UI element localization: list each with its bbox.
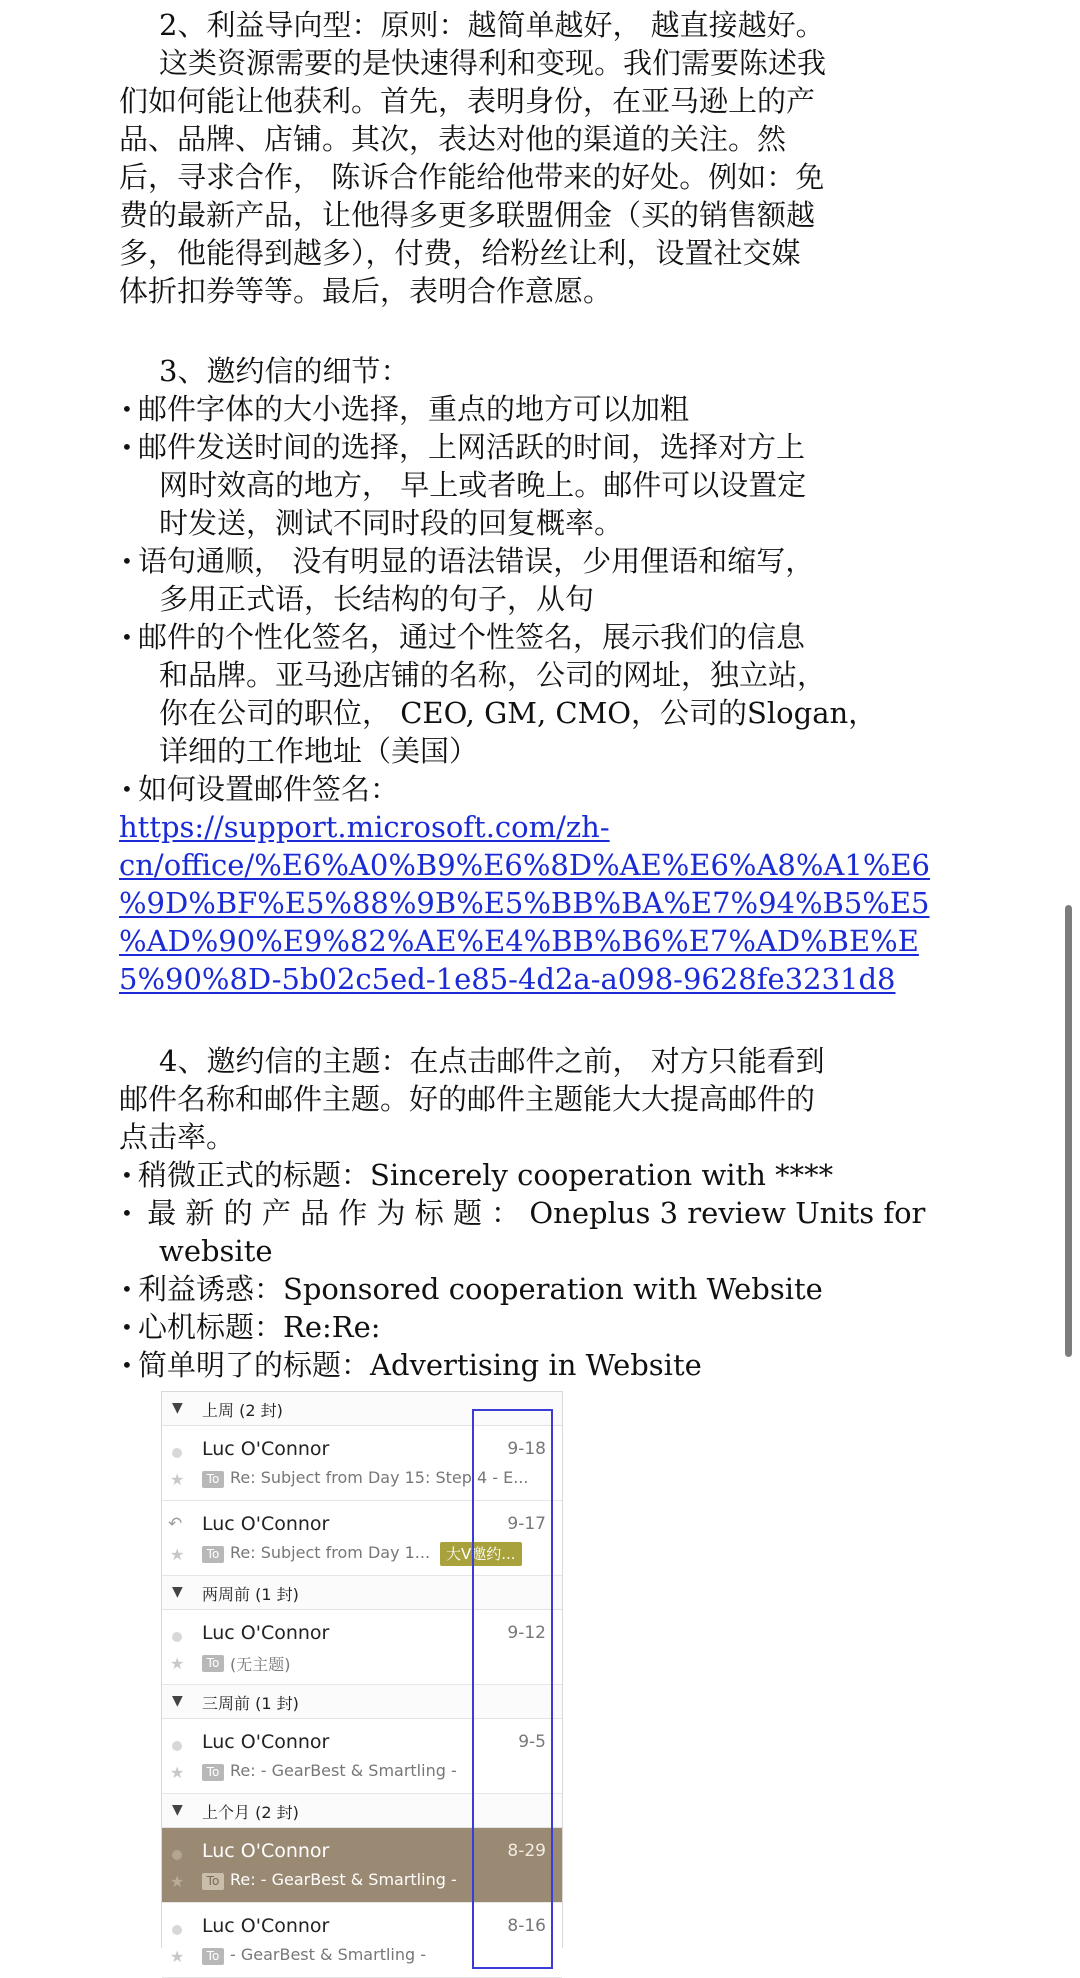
mail-date: 9-5: [518, 1732, 546, 1752]
bullet-icon: •: [121, 1353, 133, 1377]
mail-subject: - GearBest & Smartling -: [230, 1945, 427, 1964]
paragraph-line: 这类资源需要的是快速得利和变现。我们需要陈述我: [159, 46, 827, 80]
to-badge: To: [202, 1471, 224, 1488]
bullet-continuation: 和品牌。亚马逊店铺的名称，公司的网址，独立站，: [159, 658, 827, 692]
mail-subject: Re: Subject from Day 15: Step 4 - E...: [230, 1468, 529, 1487]
group-label: 上周 (2 封): [202, 1401, 283, 1420]
unread-dot-icon: [172, 1632, 182, 1642]
bullet-continuation: 多用正式语，长结构的句子，从句: [159, 582, 595, 616]
paragraph-line: 们如何能让他获利。首先，表明身份，在亚马逊上的产: [119, 84, 816, 118]
to-badge: To: [202, 1948, 224, 1965]
unread-dot-icon: [172, 1850, 182, 1860]
signature-help-link[interactable]: %9D%BF%E5%88%9B%E5%BB%BA%E7%94%B5%E5: [119, 886, 930, 920]
bullet-continuation: 你在公司的职位， CEO, GM, CMO，公司的Slogan，: [159, 696, 878, 730]
bullet-icon: •: [121, 549, 133, 573]
bullet-item: 最 新 的 产 品 作 为 标 题 ： Oneplus 3 review Units for: [138, 1196, 926, 1230]
mail-subject: (无主题): [230, 1655, 291, 1674]
reply-icon: ↶: [168, 1514, 183, 1534]
section-2-heading: 2、利益导向型：原则：越简单越好， 越直接越好。: [159, 8, 825, 42]
bullet-item: 邮件字体的大小选择，重点的地方可以加粗: [138, 392, 690, 426]
paragraph-line: 多，他能得到越多），付费，给粉丝让利，设置社交媒: [119, 236, 801, 270]
bullet-icon: •: [121, 435, 133, 459]
bullet-icon: •: [121, 397, 133, 421]
collapse-triangle-icon: ▼: [172, 1584, 183, 1600]
mail-sender: Luc O'Connor: [202, 1438, 330, 1460]
section-3-heading: 3、邀约信的细节：: [159, 354, 410, 388]
unread-dot-icon: [172, 1448, 182, 1458]
mail-sender: Luc O'Connor: [202, 1513, 330, 1535]
mail-date: 9-17: [507, 1514, 546, 1534]
bullet-item: 邮件发送时间的选择，上网活跃的时间，选择对方上: [138, 430, 806, 464]
mail-subject: Re: - GearBest & Smartling -: [230, 1761, 457, 1780]
collapse-triangle-icon: ▼: [172, 1802, 183, 1818]
paragraph-line: 体折扣券等等。最后，表明合作意愿。: [119, 274, 613, 308]
unread-dot-icon: [172, 1925, 182, 1935]
bullet-continuation: 时发送，测试不同时段的回复概率。: [159, 506, 624, 540]
star-icon[interactable]: ★: [170, 1470, 185, 1489]
mail-date: 8-16: [507, 1916, 546, 1936]
signature-help-link[interactable]: %AD%90%E9%82%AE%E4%BB%B6%E7%AD%BE%E: [119, 924, 919, 958]
star-icon[interactable]: ★: [170, 1654, 185, 1673]
bullet-icon: •: [121, 625, 133, 649]
to-badge: To: [202, 1764, 224, 1781]
bullet-icon: •: [121, 1315, 133, 1339]
paragraph-line: 邮件名称和邮件主题。好的邮件主题能大大提高邮件的: [119, 1082, 816, 1116]
mail-subject: Re: Subject from Day 1...: [230, 1543, 431, 1562]
star-icon[interactable]: ★: [170, 1763, 185, 1782]
paragraph-line: 点击率。: [119, 1120, 236, 1154]
paragraph-line: 费的最新产品，让他得多更多联盟佣金（买的销售额越: [119, 198, 816, 232]
paragraph-line: 品、品牌、店铺。其次，表达对他的渠道的关注。然: [119, 122, 787, 156]
collapse-triangle-icon: ▼: [172, 1693, 183, 1709]
bullet-icon: •: [121, 1201, 133, 1225]
bullet-icon: •: [121, 1277, 133, 1301]
bullet-item: 邮件的个性化签名，通过个性签名，展示我们的信息: [138, 620, 806, 654]
collapse-triangle-icon: ▼: [172, 1400, 183, 1416]
group-label: 三周前 (1 封): [202, 1694, 299, 1713]
mail-sender: Luc O'Connor: [202, 1731, 330, 1753]
star-icon[interactable]: ★: [170, 1947, 185, 1966]
to-badge: To: [202, 1655, 224, 1672]
bullet-item: 如何设置邮件签名：: [138, 772, 400, 806]
mail-date: 9-18: [507, 1439, 546, 1459]
bullet-continuation: website: [159, 1234, 273, 1268]
bullet-item: 利益诱惑：Sponsored cooperation with Website: [138, 1272, 823, 1306]
bullet-icon: •: [121, 777, 133, 801]
bullet-item: 稍微正式的标题：Sincerely cooperation with ****: [138, 1158, 834, 1192]
signature-help-link[interactable]: https://support.microsoft.com/zh-: [119, 810, 610, 844]
bullet-icon: •: [121, 1163, 133, 1187]
paragraph-line: 后，寻求合作， 陈诉合作能给他带来的好处。例如：免: [119, 160, 825, 194]
to-badge: To: [202, 1873, 224, 1890]
mail-subject: Re: - GearBest & Smartling -: [230, 1870, 457, 1889]
mail-tag-label: 大V邀约...: [440, 1542, 522, 1566]
bullet-item: 简单明了的标题：Advertising in Website: [138, 1348, 702, 1382]
signature-help-link[interactable]: 5%90%8D-5b02c5ed-1e85-4d2a-a098-9628fe3231d8: [119, 962, 896, 996]
scrollbar-thumb[interactable]: [1065, 905, 1072, 1357]
bullet-continuation: 详细的工作地址（美国）: [159, 734, 479, 768]
mail-date: 9-12: [507, 1623, 546, 1643]
unread-dot-icon: [172, 1741, 182, 1751]
mail-sender: Luc O'Connor: [202, 1915, 330, 1937]
group-label: 两周前 (1 封): [202, 1585, 299, 1604]
mail-sender: Luc O'Connor: [202, 1840, 330, 1862]
signature-help-link[interactable]: cn/office/%E6%A0%B9%E6%8D%AE%E6%A8%A1%E6: [119, 848, 930, 882]
bullet-continuation: 网时效高的地方， 早上或者晚上。邮件可以设置定: [159, 468, 807, 502]
bullet-item: 心机标题：Re:Re:: [138, 1310, 381, 1344]
bullet-item: 语句通顺， 没有明显的语法错误，少用俚语和缩写，: [138, 544, 815, 578]
mail-date: 8-29: [507, 1841, 546, 1861]
star-icon[interactable]: ★: [170, 1872, 185, 1891]
to-badge: To: [202, 1546, 224, 1563]
mail-sender: Luc O'Connor: [202, 1622, 330, 1644]
group-label: 上个月 (2 封): [202, 1803, 299, 1822]
highlight-box: [472, 1409, 553, 1969]
section-4-heading: 4、邀约信的主题：在点击邮件之前， 对方只能看到: [159, 1044, 825, 1078]
star-icon[interactable]: ★: [170, 1545, 185, 1564]
